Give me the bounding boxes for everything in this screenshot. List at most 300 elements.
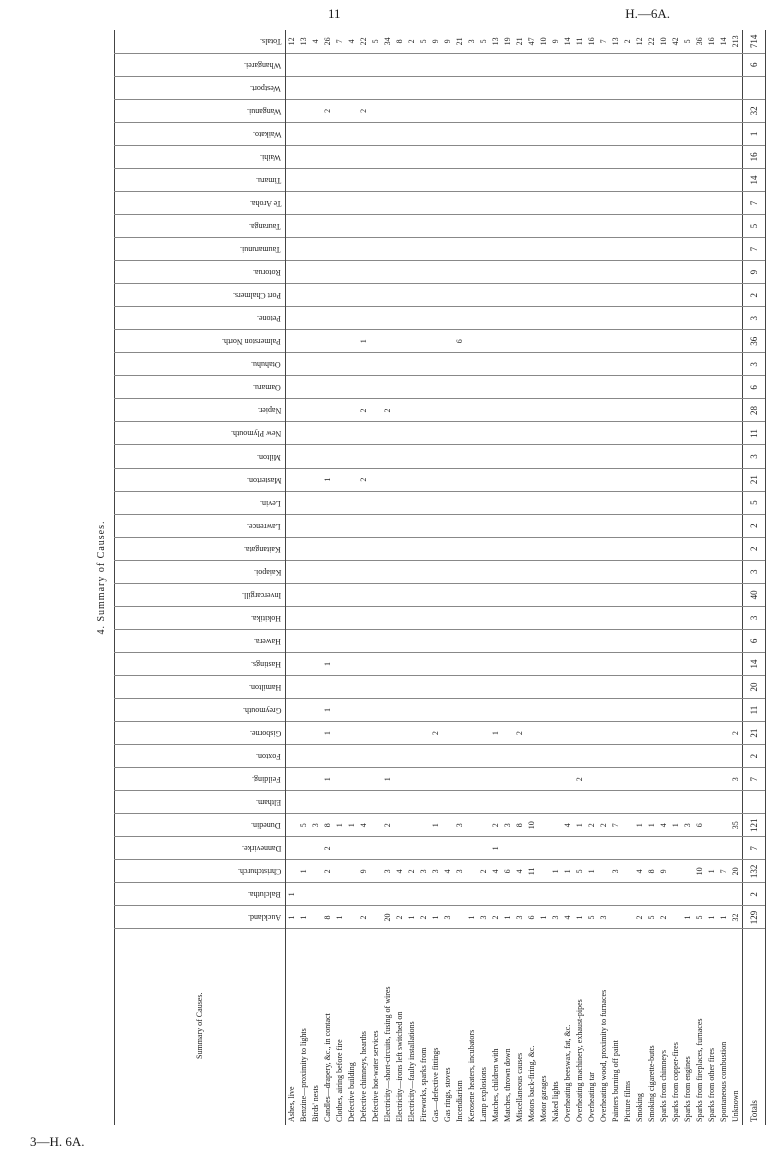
table-cell: [322, 560, 334, 583]
totals-cell: 9: [743, 261, 766, 284]
table-cell: [526, 560, 538, 583]
table-cell: [634, 53, 646, 76]
table-cell: [538, 145, 550, 168]
table-cell: [418, 261, 430, 284]
totals-cell: 7: [743, 238, 766, 261]
table-cell: [382, 583, 394, 606]
table-cell: [430, 606, 442, 629]
table-cell: [646, 445, 658, 468]
table-cell: [322, 215, 334, 238]
table-cell: 1: [322, 768, 334, 791]
table-cell: [598, 76, 610, 99]
table-cell: [598, 883, 610, 906]
table-cell: [682, 99, 694, 122]
table-cell: [442, 514, 454, 537]
table-cell: [562, 745, 574, 768]
table-cell: [442, 238, 454, 261]
table-cell: 2: [514, 722, 526, 745]
table-cell: [418, 606, 430, 629]
totals-cell: 21: [743, 722, 766, 745]
table-cell: [394, 491, 406, 514]
table-cell: [418, 399, 430, 422]
table-cell: [526, 722, 538, 745]
cause-label: Smoking: [634, 929, 646, 1125]
table-cell: [574, 238, 586, 261]
table-cell: [490, 583, 502, 606]
table-cell: [334, 145, 346, 168]
table-cell: [466, 215, 478, 238]
table-cell: [574, 445, 586, 468]
table-cell: [358, 376, 370, 399]
table-cell: [442, 284, 454, 307]
table-cell: 1: [646, 814, 658, 837]
table-cell: [358, 422, 370, 445]
table-row: [346, 30, 358, 1125]
table-cell: [466, 307, 478, 330]
table-cell: 10: [694, 860, 706, 883]
table-cell: [346, 422, 358, 445]
table-cell: [394, 53, 406, 76]
table-cell: [550, 191, 562, 214]
table-cell: [490, 76, 502, 99]
table-cell: [310, 837, 322, 860]
location-column-label: Christchurch.: [237, 867, 281, 877]
table-cell: [286, 261, 299, 284]
table-cell: [682, 215, 694, 238]
totals-cell: 2: [743, 537, 766, 560]
table-cell: [634, 353, 646, 376]
table-cell: [406, 445, 418, 468]
table-cell: [490, 215, 502, 238]
table-cell: [586, 99, 598, 122]
table-cell: [298, 353, 310, 376]
table-cell: [394, 652, 406, 675]
table-cell: [574, 191, 586, 214]
table-cell: 5: [419, 39, 428, 44]
table-cell: [550, 376, 562, 399]
table-cell: [394, 330, 406, 353]
table-cell: [718, 491, 730, 514]
table-cell: [670, 491, 682, 514]
table-cell: [382, 191, 394, 214]
table-cell: [466, 191, 478, 214]
totals-cell: 132: [743, 860, 766, 883]
table-cell: 21: [455, 37, 464, 46]
table-cell: [298, 722, 310, 745]
table-cell: [382, 76, 394, 99]
location-column-header: [115, 191, 286, 214]
table-cell: [646, 791, 658, 814]
rotated-table-content: [92, 30, 759, 1125]
table-cell: [358, 445, 370, 468]
table-cell: [310, 791, 322, 814]
table-cell: [442, 353, 454, 376]
table-cell: [610, 330, 622, 353]
table-cell: [622, 768, 634, 791]
table-cell: [346, 122, 358, 145]
table-cell: [658, 353, 670, 376]
location-column-label: Taumarunui.: [240, 245, 281, 255]
table-cell: [310, 699, 322, 722]
table-cell: [670, 376, 682, 399]
table-cell: [466, 468, 478, 491]
table-cell: [610, 376, 622, 399]
table-cell: [358, 883, 370, 906]
table-cell: [286, 284, 299, 307]
table-cell: [622, 560, 634, 583]
table-cell: [718, 422, 730, 445]
table-cell: [622, 238, 634, 261]
table-cell: [706, 99, 718, 122]
table-cell: [442, 699, 454, 722]
table-cell: [490, 699, 502, 722]
table-cell: 4: [658, 814, 670, 837]
totals-cell: 1: [743, 122, 766, 145]
table-cell: [574, 422, 586, 445]
table-row: [370, 30, 382, 1125]
location-column-label: Dunedin.: [251, 821, 281, 831]
table-row: [706, 30, 718, 1125]
table-cell: [430, 168, 442, 191]
table-cell: [718, 122, 730, 145]
table-cell: [442, 53, 454, 76]
table-cell: [334, 238, 346, 261]
location-column-header: [115, 330, 286, 353]
table-cell: [502, 791, 514, 814]
table-cell: [478, 307, 490, 330]
table-cell: [586, 215, 598, 238]
table-cell: 9: [658, 860, 670, 883]
table-cell: [610, 307, 622, 330]
table-cell: [502, 699, 514, 722]
table-cell: [658, 537, 670, 560]
table-cell: [442, 745, 454, 768]
table-cell: [538, 652, 550, 675]
location-column-label: New Plymouth.: [230, 429, 281, 439]
table-cell: [322, 353, 334, 376]
table-cell: [454, 376, 466, 399]
table-cell: [502, 445, 514, 468]
table-cell: [658, 284, 670, 307]
location-column-header: [115, 145, 286, 168]
table-cell: 4: [311, 39, 320, 44]
table-cell: [526, 99, 538, 122]
table-cell: 7: [610, 814, 622, 837]
table-cell: [466, 699, 478, 722]
table-cell: [358, 53, 370, 76]
table-cell: [430, 560, 442, 583]
table-cell: [418, 215, 430, 238]
table-cell: [574, 883, 586, 906]
cause-label: Matches, thrown down: [502, 929, 514, 1125]
table-cell: 12: [287, 37, 296, 46]
table-cell: [442, 560, 454, 583]
table-cell: 6: [454, 330, 466, 353]
table-cell: [586, 330, 598, 353]
table-cell: [430, 330, 442, 353]
table-cell: [562, 722, 574, 745]
table-cell: [370, 583, 382, 606]
table-cell: [574, 99, 586, 122]
table-cell: [718, 284, 730, 307]
table-cell: [502, 652, 514, 675]
table-cell: [634, 675, 646, 698]
cause-label: Fireworks, sparks from: [418, 929, 430, 1125]
table-cell: [646, 53, 658, 76]
table-cell: [334, 675, 346, 698]
table-cell: [730, 238, 743, 261]
table-cell: 3: [550, 906, 562, 929]
footer-reference: 3—H. 6A.: [30, 1134, 85, 1149]
table-cell: 5: [586, 906, 598, 929]
location-column-label: Invercargill.: [241, 590, 281, 600]
table-cell: [610, 53, 622, 76]
table-cell: [370, 699, 382, 722]
table-cell: 2: [358, 99, 370, 122]
totals-cell: 28: [743, 399, 766, 422]
location-column-label: Dannevirke.: [241, 844, 281, 854]
table-cell: [286, 491, 299, 514]
table-cell: [286, 399, 299, 422]
table-cell: [358, 122, 370, 145]
table-cell: [682, 76, 694, 99]
table-cell: [706, 514, 718, 537]
table-cell: [586, 468, 598, 491]
table-cell: [526, 699, 538, 722]
location-column-label: Rotorua.: [253, 268, 281, 278]
location-column-label: Lawrence.: [247, 521, 281, 531]
table-cell: [634, 583, 646, 606]
table-row: [586, 30, 598, 1125]
table-cell: [298, 652, 310, 675]
table-cell: 1: [322, 468, 334, 491]
location-column-header: [115, 215, 286, 238]
table-cell: [418, 814, 430, 837]
table-cell: [394, 307, 406, 330]
totals-cell: 2: [743, 883, 766, 906]
table-cell: [382, 53, 394, 76]
table-cell: [622, 629, 634, 652]
table-cell: [574, 699, 586, 722]
table-cell: [286, 376, 299, 399]
table-cell: [550, 122, 562, 145]
table-cell: [586, 722, 598, 745]
table-cell: [718, 699, 730, 722]
table-cell: [526, 422, 538, 445]
table-cell: [346, 353, 358, 376]
table-cell: [730, 168, 743, 191]
table-cell: [526, 76, 538, 99]
table-cell: [694, 238, 706, 261]
table-cell: [478, 399, 490, 422]
table-cell: [634, 168, 646, 191]
table-cell: [334, 491, 346, 514]
table-cell: [454, 537, 466, 560]
table-cell: [346, 330, 358, 353]
table-cell: [598, 122, 610, 145]
table-cell: [718, 629, 730, 652]
table-cell: 6: [502, 860, 514, 883]
table-cell: [454, 768, 466, 791]
table-cell: [730, 491, 743, 514]
table-cell: [406, 191, 418, 214]
table-cell: [358, 307, 370, 330]
table-cell: 1: [334, 906, 346, 929]
table-cell: [598, 376, 610, 399]
table-cell: [430, 768, 442, 791]
table-cell: 3: [454, 814, 466, 837]
table-cell: [586, 145, 598, 168]
table-cell: [538, 491, 550, 514]
table-cell: [658, 491, 670, 514]
table-cell: [418, 422, 430, 445]
table-cell: [322, 514, 334, 537]
table-cell: [682, 791, 694, 814]
table-cell: [598, 606, 610, 629]
location-column-label: Kaiapoi.: [253, 567, 281, 577]
table-cell: [730, 606, 743, 629]
table-cell: [694, 675, 706, 698]
table-cell: [634, 284, 646, 307]
table-cell: [454, 53, 466, 76]
table-cell: [634, 883, 646, 906]
table-cell: [646, 745, 658, 768]
table-cell: [418, 745, 430, 768]
table-cell: [682, 606, 694, 629]
table-cell: [514, 168, 526, 191]
totals-cell: 14: [743, 168, 766, 191]
table-cell: [550, 722, 562, 745]
table-cell: 3: [730, 768, 743, 791]
table-cell: [514, 491, 526, 514]
table-cell: [406, 122, 418, 145]
totals-cell: [743, 76, 766, 99]
totals-cell: 129: [743, 906, 766, 929]
table-cell: [670, 307, 682, 330]
table-cell: [454, 284, 466, 307]
table-cell: [382, 537, 394, 560]
table-cell: [430, 745, 442, 768]
location-column-label: Wanganui.: [246, 106, 281, 116]
table-cell: [346, 168, 358, 191]
totals-cell: 3: [743, 560, 766, 583]
table-cell: [706, 722, 718, 745]
table-cell: 1: [574, 814, 586, 837]
table-cell: 1: [490, 837, 502, 860]
table-cell: [370, 629, 382, 652]
totals-cell: 2: [743, 514, 766, 537]
table-cell: [298, 491, 310, 514]
table-cell: [454, 491, 466, 514]
table-cell: [538, 261, 550, 284]
table-cell: [442, 99, 454, 122]
table-cell: 2: [322, 860, 334, 883]
table-cell: [478, 722, 490, 745]
table-cell: [454, 906, 466, 929]
table-cell: [538, 883, 550, 906]
table-cell: [382, 491, 394, 514]
table-cell: [430, 675, 442, 698]
table-cell: [502, 722, 514, 745]
table-cell: [478, 514, 490, 537]
table-cell: [490, 307, 502, 330]
table-cell: [286, 238, 299, 261]
table-cell: [574, 652, 586, 675]
table-cell: [622, 307, 634, 330]
table-cell: [514, 422, 526, 445]
table-row: [358, 30, 370, 1125]
table-cell: [478, 238, 490, 261]
table-cell: [478, 145, 490, 168]
table-cell: [346, 514, 358, 537]
table-cell: 3: [610, 860, 622, 883]
table-cell: [730, 353, 743, 376]
table-cell: [466, 445, 478, 468]
table-cell: [538, 837, 550, 860]
table-cell: [406, 284, 418, 307]
table-cell: [334, 514, 346, 537]
table-cell: [574, 745, 586, 768]
table-cell: [466, 652, 478, 675]
table-cell: [346, 606, 358, 629]
table-cell: [538, 722, 550, 745]
table-cell: [562, 675, 574, 698]
table-cell: [346, 560, 358, 583]
cause-label: Overheating machinery, exhaust-pipes: [574, 929, 586, 1125]
table-cell: 3: [382, 860, 394, 883]
totals-cell: 7: [743, 768, 766, 791]
table-cell: [490, 675, 502, 698]
table-cell: [478, 122, 490, 145]
table-cell: [658, 791, 670, 814]
table-cell: [658, 675, 670, 698]
table-cell: [586, 122, 598, 145]
table-cell: [406, 376, 418, 399]
table-cell: [670, 699, 682, 722]
table-cell: [718, 307, 730, 330]
table-cell: [634, 122, 646, 145]
table-cell: [682, 307, 694, 330]
table-cell: [442, 307, 454, 330]
table-cell: [310, 906, 322, 929]
table-cell: [598, 675, 610, 698]
table-cell: [514, 629, 526, 652]
table-cell: [394, 238, 406, 261]
table-cell: [370, 399, 382, 422]
table-cell: [454, 629, 466, 652]
table-cell: [514, 307, 526, 330]
location-column-header: [115, 537, 286, 560]
table-cell: [322, 675, 334, 698]
table-cell: [610, 99, 622, 122]
table-cell: [382, 514, 394, 537]
table-cell: [466, 860, 478, 883]
table-cell: [562, 122, 574, 145]
table-cell: [514, 468, 526, 491]
table-cell: [370, 422, 382, 445]
table-row: [538, 30, 550, 1125]
table-cell: 1: [322, 699, 334, 722]
table-cell: [502, 284, 514, 307]
table-cell: [286, 168, 299, 191]
table-cell: [682, 168, 694, 191]
table-cell: [706, 629, 718, 652]
table-cell: 4: [514, 860, 526, 883]
table-cell: [706, 445, 718, 468]
table-cell: 1: [334, 814, 346, 837]
table-cell: [406, 422, 418, 445]
location-column-label: Westport.: [250, 83, 281, 93]
